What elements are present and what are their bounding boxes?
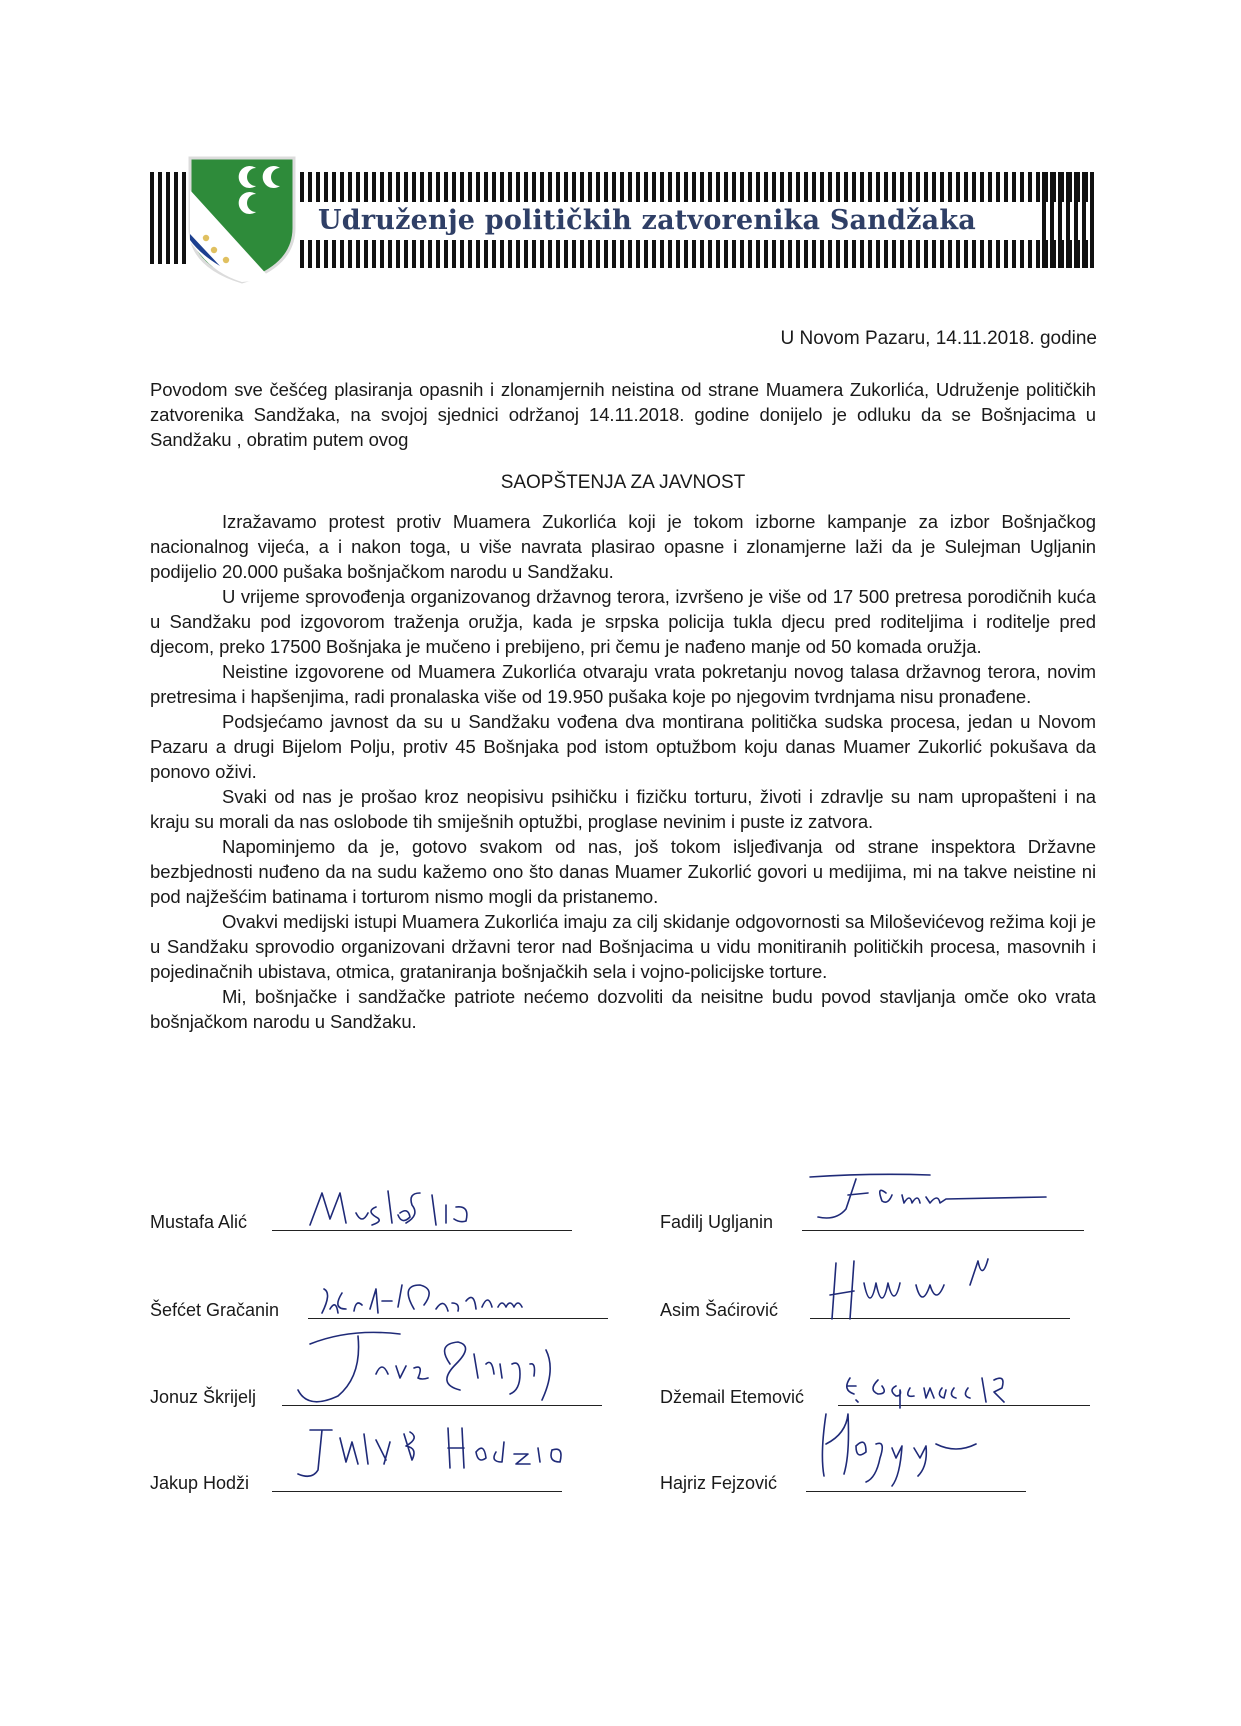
letterhead — [150, 160, 1100, 280]
letterhead-stripes-bottom — [300, 240, 1090, 268]
handwritten-signature — [280, 1324, 610, 1410]
signatory-name: Asim Šaćirović — [660, 1300, 779, 1320]
body-paragraph: Mi, bošnjačke i sandžačke patriote nećemo dozvoliti da neisitne budu povod stavljanja omče oko vrata bošnjačkom narodu u Sandžaku. — [150, 986, 1096, 1032]
handwritten-signature — [300, 1187, 550, 1235]
intro-paragraph: Povodom sve češćeg plasiranja opasnih i zlonamjernih neistina od strane Muamera Zukorlića, Udruženje političkih zatvorenika Sandžaka, na svojoj sjednici održanoj 14.11.2018. godine donijelo je odluku da se Bošnjacima u Sandžaku , obratim putem ovog — [150, 379, 1096, 450]
body-paragraph: Podsjećamo javnost da su u Sandžaku vođena dva montirana politička sudska procesa, jedan u Novom Pazaru a drugi Bijelom Polju, protiv 45 Bošnjaka pod istom optužbom koju danas Muamer Zukorlić pokušava da ponovo oživi. — [150, 711, 1096, 782]
body-paragraph: Ovakvi medijski istupi Muamera Zukorlića imaju za cilj skidanje odgovornosti sa Miloševićevog režima koji je u Sandžaku sprovodio organizovani državni teror nad Bošnjacima u vidu monitiranih političkih procesa, masovnih i pojedinačnih ubistava, otmica, grataniranja bošnjačkih sela i vojno-policijske torture. — [150, 911, 1096, 982]
document-body — [150, 509, 1096, 1034]
signature-block — [150, 1283, 620, 1323]
body-paragraph: U vrijeme sprovođenja organizovanog državnog terora, izvršeno je više od 17 500 pretresa porodičnih kuća u Sandžaku pod izgovorom traženja oružja, kada je srpska policija tukla djecu pred roditeljima i roditelje pred djecom, preko 17500 Bošnjaka je mučeno i prebijeno, pri čemu je nađeno manje od 50 komada oružja. — [150, 586, 1096, 657]
letterhead-stripes-left — [150, 172, 190, 264]
signature-block — [150, 1195, 570, 1235]
handwritten-signature — [820, 1255, 1060, 1323]
handwritten-signature — [318, 1279, 608, 1323]
signatory-name: Džemail Etemović — [660, 1387, 805, 1407]
body-paragraph: Svaki od nas je prošao kroz neopisivu psihičku i fizičku torturu, životi i zdravlje su nam upropašteni i na kraju su morali da nas oslobode tih smiješnih optužbi, proglase nevinim i puste iz zatvora. — [150, 786, 1096, 832]
signatory-name: Jakup Hodži — [150, 1473, 250, 1493]
body-paragraph: Neistine izgovorene od Muamera Zukorlića otvaraju vrata pokretanju novog talasa državnog terora, novim pretresima i hapšenjima, radi pronalaska više od 19.950 pušaka koje po njegovim tvrdnjama nisu pronađene. — [150, 661, 1096, 707]
handwritten-signature — [810, 1404, 1030, 1496]
signature-block — [150, 1456, 570, 1496]
handwritten-signature — [280, 1418, 580, 1496]
letterhead-stripes-top — [300, 172, 1090, 202]
signature-block — [150, 1370, 620, 1410]
date-line: U Novom Pazaru, 14.11.2018. godine — [780, 328, 1097, 349]
signatory-name: Jonuz Škrijelj — [150, 1387, 257, 1407]
body-paragraph: Napominjemo da je, gotovo svakom od nas, još tokom isljeđivanja od strane inspektora Državne bezbjednosti nuđeno da na sudu kažemo ono što danas Muamer Zukorlić govori u medijima, mi na takve neistine ni pod najžešćim batinama i torturom nismo mogli da pristanemo. — [150, 836, 1096, 907]
letterhead-stripes-right — [1042, 172, 1098, 268]
signature-block — [660, 1456, 1090, 1496]
signatory-name: Mustafa Alić — [150, 1212, 248, 1232]
signature-block — [660, 1195, 1090, 1235]
signatory-name: Hajriz Fejzović — [660, 1473, 778, 1493]
document-heading: SAOPŠTENJA ZA JAVNOST — [500, 472, 746, 493]
signatory-name: Šefćet Gračanin — [150, 1300, 280, 1320]
signature-block — [660, 1283, 1090, 1323]
body-paragraph: Izražavamo protest protiv Muamera Zukorlića koji je tokom izborne kampanje za izbor Bošnjačkog nacionalnog vijeća, a i nakon toga, u više navrata plasirao opasne i zlonamjerne laži da je Sulejman Ugljanin podijelio 20.000 pušaka bošnjačkom narodu u Sandžaku. — [150, 511, 1096, 582]
signatory-name: Fadilj Ugljanin — [660, 1212, 774, 1232]
sandzak-flag-shield-icon — [186, 154, 298, 286]
handwritten-signature — [790, 1155, 1090, 1235]
organization-name: Udruženje političkih zatvorenika Sandžaka — [318, 205, 976, 236]
